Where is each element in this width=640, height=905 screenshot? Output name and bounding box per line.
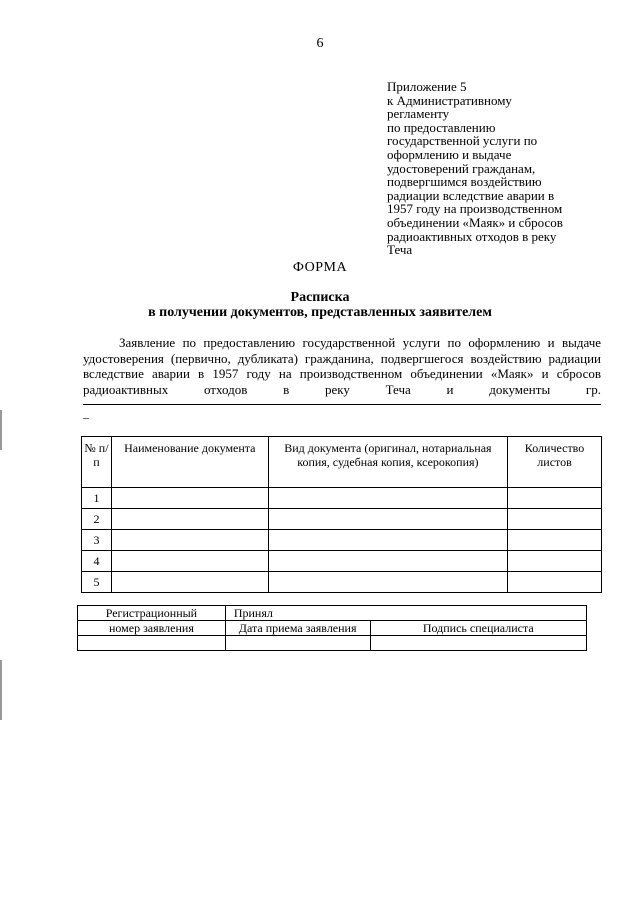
form-label: ФОРМА [292,260,348,275]
statement-paragraph [83,335,601,397]
page-number: 6 [316,36,324,51]
cell-sheet-count[interactable] [508,488,602,509]
row-number: 4 [82,551,112,572]
appendix-line: радиации вследствие аварии в [387,187,555,203]
appendix-line: объединении «Маяк» и сбросов [387,214,563,230]
appendix-line: Приложение 5 [387,79,467,94]
signature-cell[interactable] [370,636,587,651]
table-row [82,551,602,572]
receipt-date-label: Дата приема заявления [225,621,370,636]
cell-document-name[interactable] [111,572,268,593]
row-number: 5 [82,572,112,593]
appendix-line: по предоставлению [387,119,496,135]
table-row [82,488,602,509]
appendix-line: Теча [387,242,413,258]
dash-mark: – [83,410,89,424]
cell-document-name[interactable] [111,530,268,551]
receipt-date-cell[interactable] [225,636,370,651]
cell-document-name[interactable] [111,509,268,530]
reg-number-label-2: номер заявления [78,621,226,636]
accepted-label: Принял [225,606,586,621]
cell-document-type[interactable] [268,509,507,530]
cell-sheet-count[interactable] [508,509,602,530]
title-line-2: в получении документов, представленных заявителем [148,305,492,320]
header-document-name: Наименование документа [111,437,268,488]
appendix-line: 1957 году на производственном [387,201,563,217]
appendix-line: радиоактивных отходов в реку [387,228,557,244]
paragraph-line: удостоверения (первично, дубликата) гражданина, подвергшегося воздействию радиации [83,350,601,366]
registration-table [77,605,587,651]
table-row [82,572,602,593]
header-num: № п/п [82,437,112,488]
cell-document-type[interactable] [268,530,507,551]
cell-document-name[interactable] [111,488,268,509]
row-number: 2 [82,509,112,530]
reg-number-cell[interactable] [78,636,226,651]
appendix-line: государственной услуги по [387,133,538,149]
appendix-line: к Административному [387,92,512,108]
paragraph-line: Заявление по предоставлению государственной услуги по оформлению и выдаче [119,335,601,350]
table-row [82,530,602,551]
appendix-line: подвергшимся воздействию [387,174,542,190]
appendix-line: регламенту [387,106,450,122]
cell-document-type[interactable] [268,551,507,572]
paragraph-line: радиоактивных отходов в реку Теча и документы гр. [83,381,601,397]
table-header-row [82,437,602,488]
table-row [82,509,602,530]
row-number: 1 [82,488,112,509]
reg-number-label-1: Регистрационный [78,606,226,621]
row-number: 3 [82,530,112,551]
appendix-line: оформлению и выдаче [387,146,512,162]
paragraph-line: вследствие аварии в 1957 году на производственном объединении «Маяк» и сбросов [83,366,601,381]
header-sheet-count: Количество листов [508,437,602,488]
cell-document-type[interactable] [268,572,507,593]
specialist-signature-label: Подпись специалиста [370,621,587,636]
documents-table [81,436,602,593]
appendix-line: удостоверений гражданам, [387,160,536,176]
document-title [0,290,640,320]
cell-sheet-count[interactable] [508,572,602,593]
scan-edge-mark [0,660,2,720]
cell-sheet-count[interactable] [508,530,602,551]
appendix-header [387,80,607,257]
title-line-1: Расписка [290,290,350,305]
scan-edge-mark [0,410,2,450]
header-document-type: Вид документа (оригинал, нотариальная копия, судебная копия, ксерокопия) [268,437,507,488]
cell-sheet-count[interactable] [508,551,602,572]
cell-document-type[interactable] [268,488,507,509]
name-fill-line[interactable] [83,404,601,405]
cell-document-name[interactable] [111,551,268,572]
